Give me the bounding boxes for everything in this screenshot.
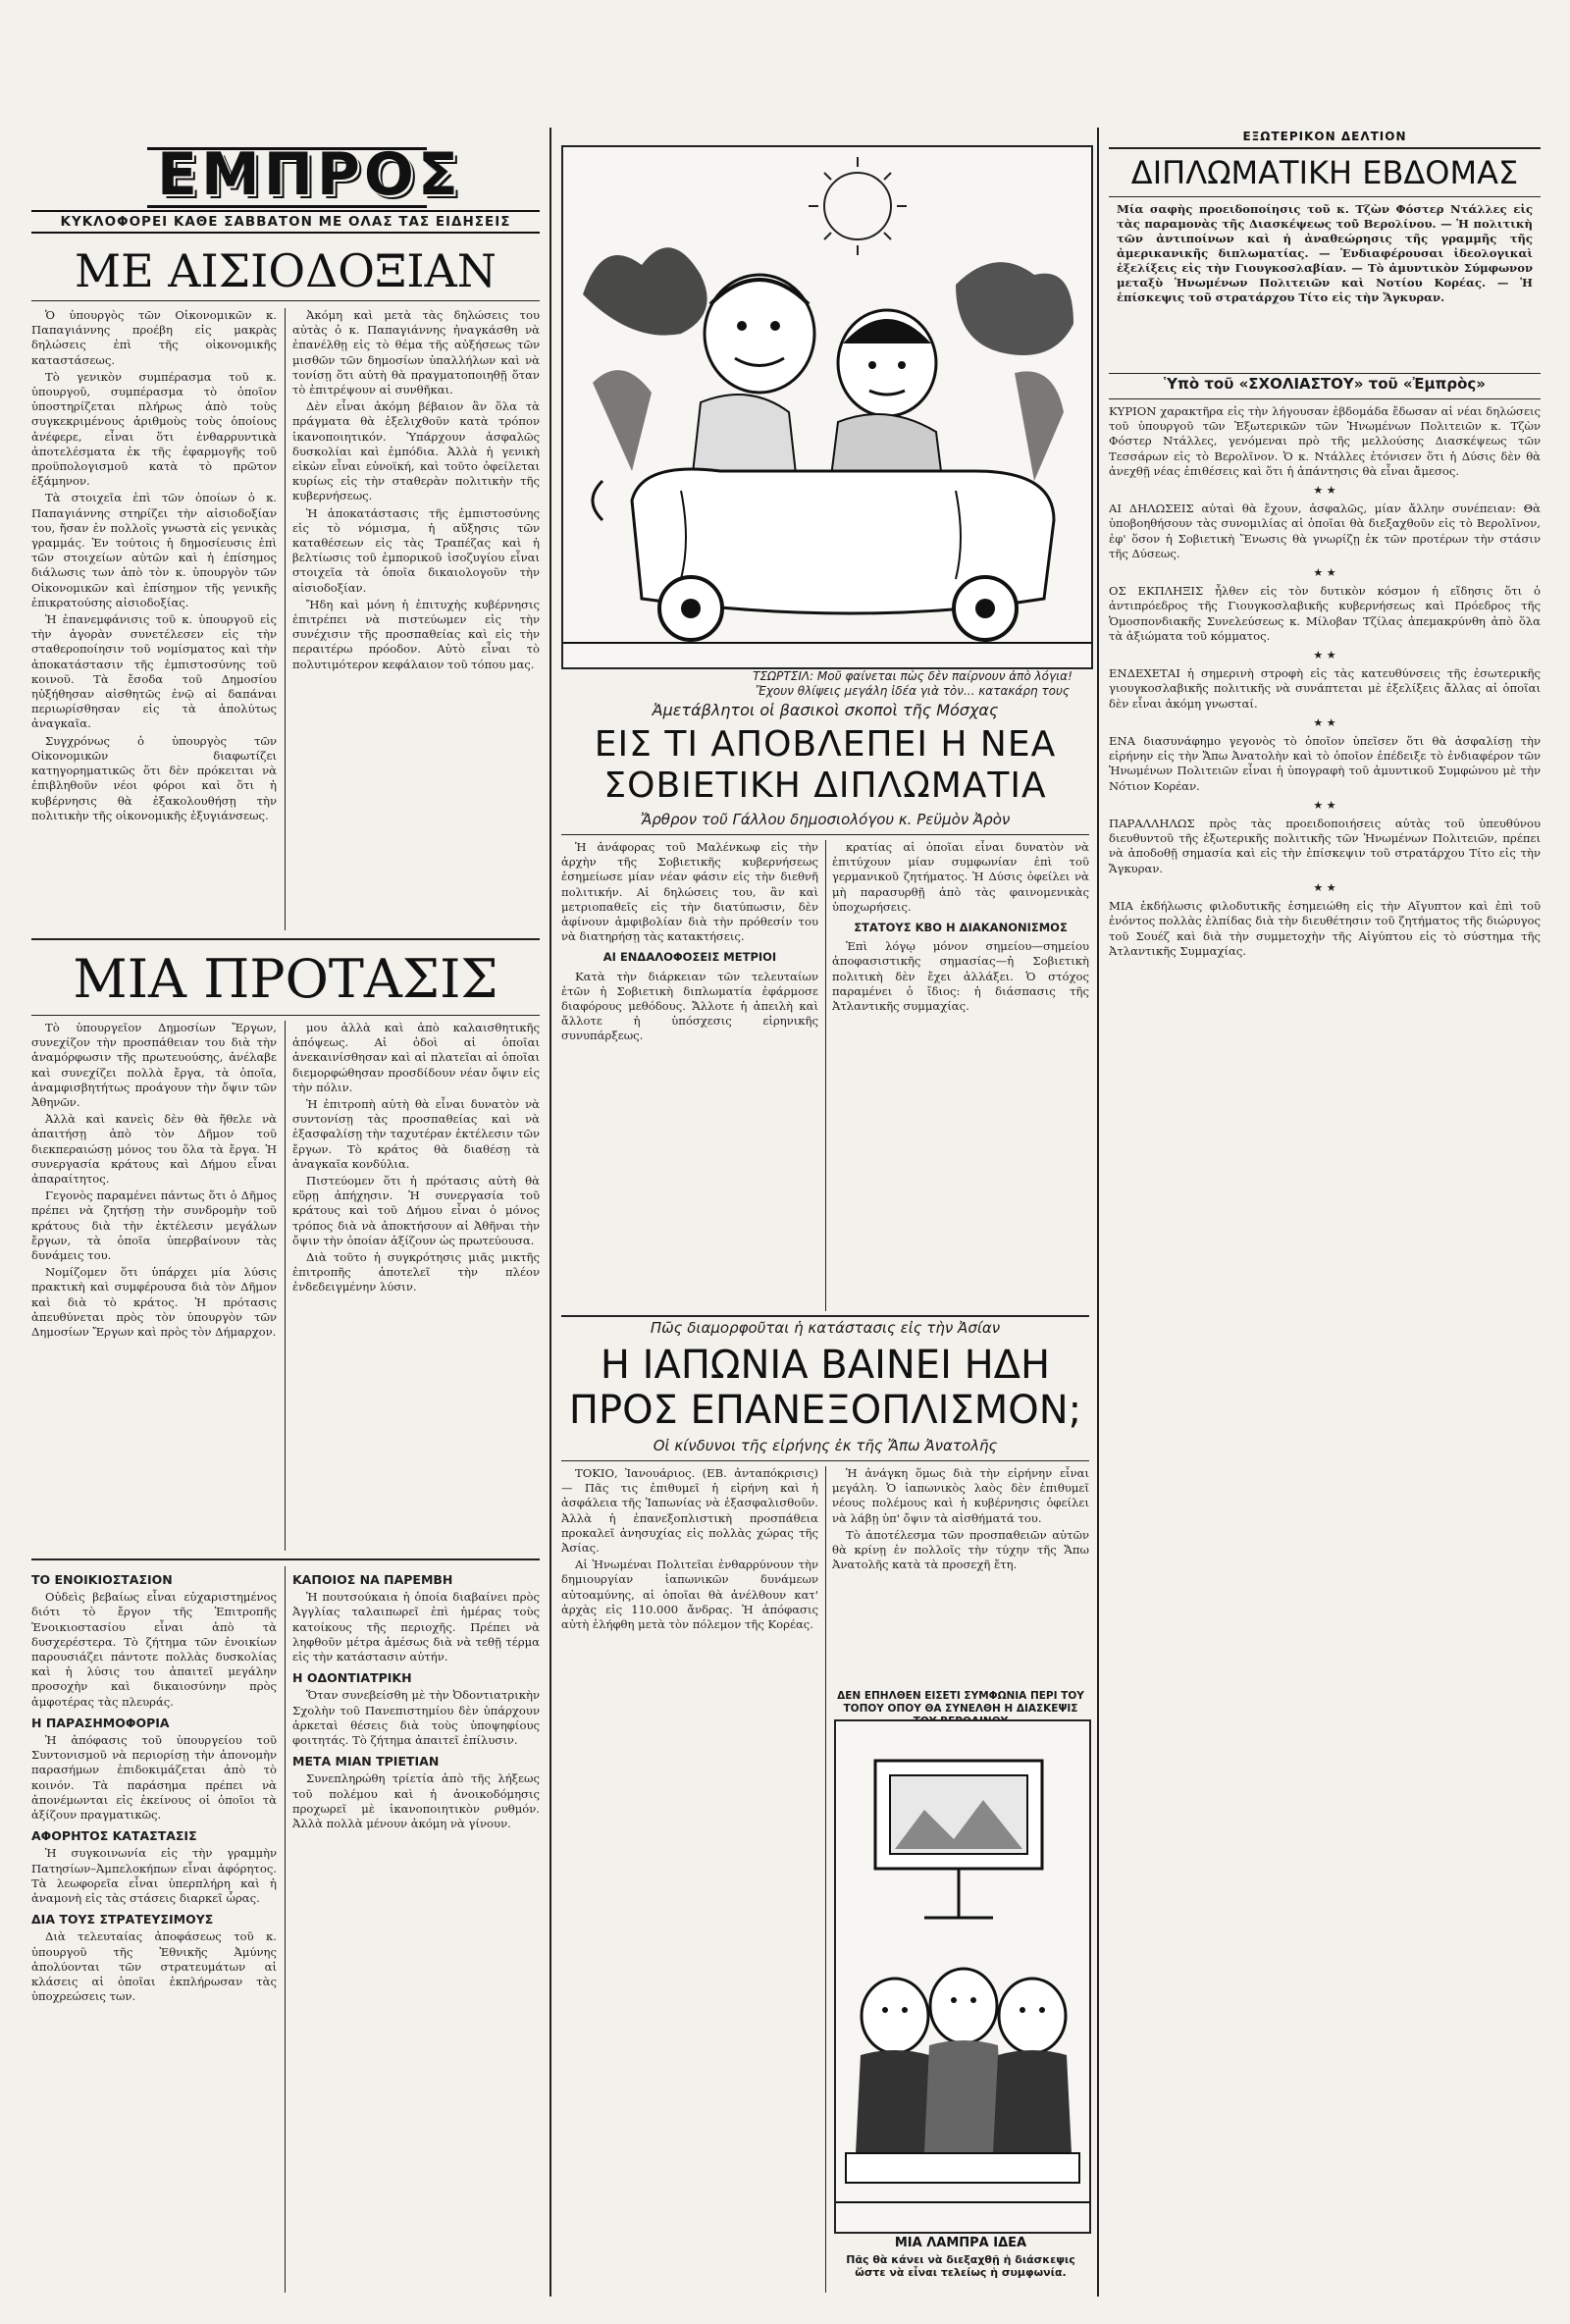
masthead-title: ΕΜΠΡΟΣ [157, 140, 462, 209]
editorial-proposal-col-a [31, 1021, 277, 1551]
paragraph: Τὰ στοιχεῖα ἐπὶ τῶν ὁποίων ὁ κ. Παπαγιάννης στηρίζει τὴν αἰσιοδοξίαν του, ἤσαν ἐν πολλοῖς γνωστὰ εἰς γενικὰς γραμμάς. Ἐν τούτοις ἡ δημοσίευσις ἐπὶ τῶν στοιχείων αὐτῶν καὶ ἡ ἐπίσημος διάλωσις των ἀπὸ τὸν κ. ὑπουργὸν τῶν Οἰκονομικῶν καὶ ἐπίσημον τῆς γενικῆς ἐπικρατούσης αἰσιοδοξίας. [31, 491, 277, 609]
section-separator-stars: ★ ★ [1313, 880, 1336, 894]
paragraph: Τὸ ὑπουργεῖον Δημοσίων Ἔργων, συνεχίζον τὴν προσπάθειαν του διὰ τὴν ἀναμόρφωσιν τῆς πρωτευούσης, ἀνέλαβε καὶ συνεχίζει πολλὰ ἔργα, τὰ ὁποῖα, ἀναμφισβητήτως προάγουν τὴν ὄψιν τῶν Ἀθηνῶν. [31, 1021, 277, 1110]
diplomatic-week-byline: Ὑπὸ τοῦ «ΣΧΟΛΙΑΣΤΟΥ» τοῦ «Ἐμπρὸς» [1164, 375, 1486, 393]
diplomatic-week-heading: ΔΙΠΛΩΜΑΤΙΚΗ ΕΒΔΟΜΑΣ [1130, 154, 1519, 191]
paragraph: Αἱ Ἡνωμέναι Πολιτεῖαι ἐνθαρρύνουν τὴν δημιουργίαν ἰαπωνικῶν δυνάμεων αὐτοαμύνης, αἱ ὁποῖαι θὰ ἀνέλθουν κατ' ἀρχὰς εἰς 110.000 ἄνδρας. Ἡ ἀπόφασις αὐτὴ ἐλήφθη μετὰ τὸν πόλεμον τῆς Κορέας. [561, 1558, 818, 1632]
brief-heading: ΜΕΤΑ ΜΙΑΝ ΤΡΙΕΤΙΑΝ [292, 1754, 440, 1769]
section-separator-stars: ★ ★ [1313, 649, 1336, 662]
soviet-article-heading-text: ΕΙΣ ΤΙ ΑΠΟΒΛΕΠΕΙ Η ΝΕΑ ΣΟΒΙΕΤΙΚΗ ΔΙΠΛΩΜΑΤΙΑ [594, 724, 1057, 806]
divider [561, 1315, 1089, 1317]
paragraph: ΚΥΡΙΟΝ χαρακτῆρα εἰς τὴν λήγουσαν ἑβδομάδα ἔδωσαν αἱ νέαι δηλώσεις τοῦ ὑπουργοῦ τῶν Ἐξωτερικῶν τῶν Ἡνωμένων Πολιτειῶν κ. Τζὼν Φόστερ Ντάλλες, γενόμεναι πρὸ τῆς μελλούσης Διασκέψεως τῶν Τεσσάρων εἰς τὸ Βερολῖνον. Ὁ κ. Ντάλλες ἐτόνισεν ὅτι ἡ Δύσις δὲν θὰ ἀνεχθῇ νέας ἐπιθέσεις καὶ ὅτι ἡ ἀπάντησις θὰ εἶναι ἄμεσος. [1109, 404, 1541, 478]
paragraph: Δὲν εἶναι ἀκόμη βέβαιον ἂν ὅλα τὰ πράγματα θὰ ἐξελιχθοῦν κατὰ τρόπον ἱκανοποιητικόν. Ὑπάρχουν ἀσφαλῶς δυσκολίαι καὶ ἐμπόδια. Ἀλλὰ ἡ γενικὴ εἰκὼν εἶναι εὐνοϊκή, καὶ τοῦτο ὀφείλεται κυρίως εἰς τὴν σταθερὰν πολιτικὴν τῆς κυβερνήσεως. [292, 399, 540, 503]
paragraph: Ἀκόμη καὶ μετὰ τὰς δηλώσεις του αὐτὰς ὁ κ. Παπαγιάννης ἠναγκάσθη νὰ ἐπανέλθῃ εἰς τὸ θέμα τῆς αὐξήσεως τῶν μισθῶν τῶν δημοσίων ὑπαλλήλων καὶ νὰ τονίσῃ ὅτι αὐτὴ θὰ πραγματοποιηθῇ ὅταν τὸ ἐπιτρέψουν αἱ συνθῆκαι. [292, 308, 540, 397]
editorial-heading-optimism: ΜΕ ΑΙΣΙΟΔΟΞΙΑΝ [74, 244, 497, 297]
divider [31, 938, 540, 940]
paragraph: Ἐπὶ λόγῳ μόνον σημείου—σημείου ἀποφασιστικῆς σημασίας—ἡ Σοβιετικὴ πολιτικὴ δὲν ἔχει ἀλλάξει. Ὁ στόχος παραμένει ὁ ἴδιος: ἡ διάσπασις τῆς Ἀτλαντικῆς συμμαχίας. [832, 939, 1089, 1014]
diplomatic-week-body [1109, 404, 1541, 2295]
page-column-divider [1097, 128, 1099, 2297]
paragraph: ΠΑΡΑΛΛΗΛΩΣ πρὸς τὰς προειδοποιήσεις αὐτὰς τοῦ ὑπευθύνου διευθυντοῦ τῆς ἐξωτερικῆς πολιτικῆς τῶν Ἡνωμένων Πολιτειῶν, πρέπει νὰ ἀποδοθῇ σημασία καὶ εἰς τὴν ἐπίσκεψιν τοῦ στρατάρχου Τίτο εἰς τὴν Ἄγκυραν. [1109, 817, 1541, 875]
divider [31, 1558, 540, 1560]
cartoon-berlin-caption: Πᾶς θὰ κάνει νὰ διεξαχθῇ ἡ διάσκεψις ὥστε νὰ εἶναι τελείως ἡ συμφωνία. [846, 2253, 1075, 2279]
section-separator-stars: ★ ★ [1313, 566, 1336, 580]
paragraph: Ἀλλὰ καὶ κανεὶς δὲν θὰ ἤθελε νὰ ἀπαιτήσῃ ἀπὸ τὸν Δῆμον τοῦ διεκπεραιώσῃ μόνος του ὅλα τὰ ἔργα. Ἡ συνεργασία κράτους καὶ Δήμου εἶναι ἀπαραίτητος. [31, 1112, 277, 1187]
paragraph: Ὁ ὑπουργὸς τῶν Οἰκονομικῶν κ. Παπαγιάννης προέβη εἰς μακρὰς δηλώσεις ἐπὶ τῆς οἰκονομικῆς καταστάσεως. [31, 308, 277, 367]
masthead-strip: ΚΥΚΛΟΦΟΡΕΙ ΚΑΘΕ ΣΑΒΒΑΤΟΝ ΜΕ ΟΛΑΣ ΤΑΣ ΕΙΔΗΣΕΙΣ [31, 210, 540, 234]
divider [561, 1460, 1089, 1461]
paragraph: Ἡ συγκοινωνία εἰς τὴν γραμμὴν Πατησίων–Ἀμπελοκήπων εἶναι ἀφόρητος. Τὰ λεωφορεῖα εἶναι ὑπερπλήρη καὶ ἡ ἀναμονὴ εἰς τὰς στάσεις διαρκεῖ ὧρας. [31, 1846, 277, 1906]
soviet-article-byline: Ἄρθρον τοῦ Γάλλου δημοσιολόγου κ. Ρεϋμὸν Ἀρὸν [640, 811, 1011, 828]
foreign-bulletin-label: ΕΞΩΤΕΡΙΚΟΝ ΔΕΛΤΙΟΝ [1242, 130, 1407, 143]
soviet-article-kicker: Ἀμετάβλητοι οἱ βασικοὶ σκοποὶ τῆς Μόσχας [652, 701, 999, 719]
cartoon-berlin [834, 1719, 1091, 2234]
paragraph: ΕΝΑ διασυνάφημο γεγονὸς τὸ ὁποῖον ὑπεῖσεν ὅτι θὰ ἀσφαλίσῃ τὴν εἰρήνην εἰς τὴν Ἄπω Ἀνατολὴν καὶ τὸ ὁποῖον ἐπέδειξε τὸ ἐνδιαφέρον τῶν Ἡνωμένων Πολιτειῶν εἶναι ἡ ὑπογραφὴ τοῦ ἀμυντικοῦ Συμφώνου μὲ τὴν Νότιον Κορέαν. [1109, 734, 1541, 793]
paragraph: Ἡ ἐπανεμφάνισις τοῦ κ. ὑπουργοῦ εἰς τὴν ἀγορὰν συνετέλεσεν εἰς τὴν σταθεροποίησιν τοῦ νομίσματος καὶ τὴν ἀποκατάστασιν τῆς ἐμπιστοσύνης τοῦ κοινοῦ. Τὰ ἔσοδα τοῦ Δημοσίου ηὐξήθησαν αἰσθητῶς ἐνῷ αἱ δαπάναι περιωρίσθησαν εἰς τὰ ἀπολύτως ἀναγκαῖα. [31, 612, 277, 731]
paragraph: ΟΣ ΕΚΠΛΗΞΙΣ ἦλθεν εἰς τὸν δυτικὸν κόσμον ἡ εἴδησις ὅτι ὁ ἀντιπρόεδρος τῆς Γιουγκοσλαβικῆς κυβερνήσεως καὶ Πρόεδρος τῆς Ὁμοσπονδιακῆς Συνελεύσεως κ. Μίλοβαν Τζίλας ἀπεμακρύνθη ἀπὸ ὅλα τὰ ἀξιώματα τοῦ κόμματος. [1109, 584, 1541, 643]
paragraph: Νομίζομεν ὅτι ὑπάρχει μία λύσις πρακτικὴ καὶ συμφέρουσα διὰ τὸν Δῆμον καὶ διὰ τὸ κράτος. Ἡ πρότασις ἀπευθύνεται πρὸς τὸν ὑπουργὸν τῶν Δημοσίων Ἔργων καὶ πρὸς τὸν Δήμαρχον. [31, 1265, 277, 1340]
cartoon-berlin-illustration [836, 1721, 1089, 2232]
paragraph: Τὸ ἀποτέλεσμα τῶν προσπαθειῶν αὐτῶν θὰ κρίνῃ ἐν πολλοῖς τὴν τύχην τῆς Ἄπω Ἀνατολῆς κατὰ τὰ προσεχῆ ἔτη. [832, 1527, 1089, 1572]
brief-heading: ΤΟ ΕΝΟΙΚΙΟΣΤΑΣΙΟΝ [31, 1572, 173, 1587]
paragraph: Κατὰ τὴν διάρκειαν τῶν τελευταίων ἐτῶν ἡ Σοβιετικὴ διπλωματία ἐφάρμοσε διαφόρους μεθόδους. Ἄλλοτε ἡ ἀπειλὴ καὶ ἄλλοτε ἡ ὑπόσχεσις εἰρηνικῆς συνυπάρξεως. [561, 969, 818, 1043]
paragraph: ΜΙΑ ἐκδήλωσις φιλοδυτικῆς ἐσημειώθη εἰς τὴν Αἴγυπτον καὶ ἐπὶ τοῦ ἐνόντος πολλὰς ἐλπίδας διὰ τὴν διευθέτησιν τοῦ ζητήματος τῆς διώρυγος τοῦ Σουέζ καὶ διὰ τὴν συμμετοχὴν τῆς Αἰγύπτου εἰς τὸ σύστημα τῆς Ἀτλαντικῆς Συμμαχίας. [1109, 899, 1541, 958]
column-divider [285, 1021, 286, 1551]
paragraph: ΕΝΔΕΧΕΤΑΙ ἡ σημερινὴ στροφὴ εἰς τὰς κατευθύνσεις τῆς ἐσωτερικῆς γιουγκοσλαβικῆς πολιτικῆς νὰ συνάπτεται μὲ ἐξελίξεις ἄλλας αἱ ὁποῖαι δὲν εἶναι ἀκόμη γνωσταί. [1109, 666, 1541, 711]
paragraph: κρατίας αἱ ὁποῖαι εἶναι δυνατὸν νὰ ἐπιτύχουν μίαν συμφωνίαν ἐπὶ τοῦ γερμανικοῦ ζητήματος. Ἡ Δύσις ὀφείλει νὰ μὴ παρασυρθῇ ἀπὸ τὰς φαινομενικὰς ὑποχωρήσεις. [832, 840, 1089, 914]
paragraph: Ἡ ἀνάγκη ὅμως διὰ τὴν εἰρήνην εἶναι μεγάλη. Ὁ ἰαπωνικὸς λαὸς δὲν ἐπιθυμεῖ νέους πολέμους καὶ ἡ κυβέρνησις ὀφείλει νὰ λάβῃ ὑπ' ὄψιν τὰ αἰσθήματά του. [832, 1466, 1089, 1525]
cartoon-berlin-title: ΜΙΑ ΛΑΜΠΡΑ ΙΔΕΑ [894, 2236, 1027, 2250]
column-divider [285, 1566, 286, 2293]
paragraph: Ἡ ἀνάφορας τοῦ Μαλένκωφ εἰς τὴν ἀρχὴν τῆς Σοβιετικῆς κυβερνήσεως ἐσημείωσε μίαν νέαν φάσιν εἰς τὴν διεθνῆ πολιτικήν. Αἱ δηλώσεις του, ἂν καὶ μετριοπαθεῖς εἰς τὴν διατύπωσιν, δὲν ἀφίνουν ἀμφιβολίαν διὰ τὴν πρόθεσίν του νὰ διατηρήσῃ τὰς κατακτήσεις. [561, 840, 818, 944]
brief-heading: ΔΙΑ ΤΟΥΣ ΣΤΡΑΤΕΥΣΙΜΟΥΣ [31, 1912, 214, 1928]
cartoon-churchill [561, 145, 1093, 669]
divider [561, 834, 1089, 835]
japan-article-subheading: Οἱ κίνδυνοι τῆς εἰρήνης ἐκ τῆς Ἄπω Ἀνατολῆς [653, 1437, 998, 1454]
paragraph: Ἡ ἐπιτροπὴ αὐτὴ θὰ εἶναι δυνατὸν νὰ συντονίσῃ τὰς προσπαθείας καὶ νὰ ἐξασφαλίσῃ τὴν ταχυτέραν ἐκτέλεσιν τῶν ἔργων. Τὸ κράτος θὰ διαθέσῃ τὰ ἀναγκαῖα κονδύλια. [292, 1097, 540, 1171]
soviet-article-heading [561, 724, 1089, 807]
brief-heading: ΚΑΠΟΙΟΣ ΝΑ ΠΑΡΕΜΒΗ [292, 1572, 453, 1587]
paragraph: μου ἀλλὰ καὶ ἀπὸ καλαισθητικῆς ἀπόψεως. Αἱ ὁδοὶ αἱ ὁποῖαι ἀνεκαινίσθησαν καὶ αἱ πλατεῖαι αἱ ὁποῖαι διεμορφώθησαν προσδίδουν νέαν ὄψιν εἰς τὴν πόλιν. [292, 1021, 540, 1094]
paragraph: Συγχρόνως ὁ ὑπουργὸς τῶν Οἰκονομικῶν διαφωτίζει κατηγορηματικῶς ὅτι δὲν πρόκειται νὰ ἐπιβληθοῦν νέοι φόροι καὶ ὅτι ἡ κυβέρνησις θὰ ἐξακολουθήσῃ τὴν πολιτικὴν τῆς οἰκονομικῆς ἐξυγιάνσεως. [31, 733, 277, 822]
paragraph: Γεγονὸς παραμένει πάντως ὅτι ὁ Δῆμος πρέπει νὰ ζητήσῃ τὴν συνδρομὴν τοῦ κράτους διὰ τὴν ἐκτέλεσιν μεγάλων ἔργων, τὰ ὁποῖα ὑπερβαίνουν τὰς δυνάμεις του. [31, 1188, 277, 1263]
paragraph: Συνεπληρώθη τρίετία ἀπὸ τῆς λήξεως τοῦ πολέμου καὶ ἡ ἀνοικοδόμησις προχωρεῖ μὲ ἱκανοποιητικὸν ρυθμόν. Ἀλλὰ πολλὰ μένουν ἀκόμη νὰ γίνουν. [292, 1771, 540, 1831]
paragraph: Ἡ ἀποκατάστασις τῆς ἐμπιστοσύνης εἰς τὸ νόμισμα, ἡ αὔξησις τῶν καταθέσεων εἰς τὰς Τραπέζας καὶ ἡ βελτίωσις τοῦ ἐμπορικοῦ ἰσοζυγίου εἶναι στοιχεῖα τὰ ὁποῖα δικαιολογοῦν τὴν αἰσιοδοξίαν. [292, 505, 540, 595]
column-divider [825, 1466, 826, 2293]
brief-heading: Η ΠΑΡΑΣΗΜΟΦΟΡΙΑ [31, 1715, 170, 1730]
paragraph: ΤΟΚΙΟ, Ἰανουάριος. (ΕΒ. ἀνταπόκρισις)— Πᾶς τις ἐπιθυμεῖ ἡ εἰρήνη καὶ ἡ ἀσφάλεια τῆς Ἰαπωνίας νὰ ἐξασφαλισθοῦν. Ἀλλὰ ἡ ἐπανεξοπλιστικὴ προσπάθεια προκαλεῖ ἀνησυχίας εἰς πολλὰς χώρας τῆς Ἀσίας. [561, 1466, 818, 1556]
briefs-col-b [292, 1566, 540, 2293]
divider [1109, 373, 1541, 374]
japan-article-kicker: Πῶς διαμορφοῦται ἡ κατάστασις εἰς τὴν Ἀσίαν [650, 1319, 1001, 1337]
paragraph: ΑΙ ΔΗΛΩΣΕΙΣ αὐταὶ θὰ ἔχουν, ἀσφαλῶς, μίαν ἄλλην συνέπειαν: Θὰ ὑποβοηθήσουν τὰς συνομιλίας αἱ ὁποῖαι θὰ διεξαχθοῦν εἰς τὸ Βερολῖνον, ἐφ' ὅσον ἡ Σοβιετικὴ Ἕνωσις θὰ γνωρίζῃ ἐκ τῶν προτέρων τὴν στάσιν τῆς Δύσεως. [1109, 502, 1541, 560]
subheading: ΑΙ ΕΝΔΑΛΟΦΟΣΕΙΣ ΜΕΤΡΙΟΙ [602, 950, 777, 965]
soviet-article-col-b [832, 840, 1089, 1311]
editorial-proposal-col-b [292, 1021, 540, 1551]
divider [1109, 398, 1541, 399]
divider [31, 1015, 540, 1016]
editorial-heading-proposal: ΜΙΑ ΠΡΟΤΑΣΙΣ [73, 948, 498, 1010]
column-divider [285, 308, 286, 930]
paragraph: Ἤδη καὶ μόνη ἡ ἐπιτυχὴς κυβέρνησις ἐπιτρέπει νὰ πιστεύωμεν εἰς τὴν συνέχισιν τῆς προσπαθείας καὶ εἰς τὴν περαιτέρω πρόοδον. Αὐτὸ εἶναι τὸ πολυτιμότερον κεφάλαιον τοῦ τόπου μας. [292, 597, 540, 671]
section-separator-stars: ★ ★ [1313, 715, 1336, 729]
paragraph: Ὅταν συνεβείσθη μὲ τὴν Ὀδοντιατρικὴν Σχολὴν τοῦ Πανεπιστημίου δὲν ὑπάρχουν ἀρκεταὶ θέσεις διὰ τοὺς ὑποψηφίους φοιτητάς. Τὸ ζήτημα ἀπαιτεῖ ἐπίλυσιν. [292, 1688, 540, 1748]
editorial-optimism-col-a [31, 308, 277, 930]
column-divider [825, 840, 826, 1311]
paragraph: Ἡ πουτσούκαια ἡ ὁποία διαβαίνει πρὸς Ἀγγλίας ταλαιπωρεῖ ἐπὶ ἡμέρας τοὺς κατοίκους τῆς περιοχῆς. Πρέπει νὰ ληφθοῦν μέτρα ἀμέσως διὰ νὰ τεθῇ τέρμα εἰς τὴν κατάστασιν αὐτήν. [292, 1590, 540, 1664]
brief-heading: ΑΦΟΡΗΤΟΣ ΚΑΤΑΣΤΑΣΙΣ [31, 1828, 197, 1844]
briefs-col-a [31, 1566, 277, 2293]
cartoon-churchill-caption: ΤΣΩΡΤΣΙΛ: Μοῦ φαίνεται πὼς δὲν παίρνουν ἀπὸ λόγια! Ἔχουν θλίψεις μεγάλη ἰδέα γιὰ τὸν... κατακάρη τους [753, 669, 1073, 698]
japan-article-col-a [561, 1466, 818, 2293]
japan-article-heading-text: Η ΙΑΠΩΝΙΑ ΒΑΙΝΕΙ ΗΔΗ ΠΡΟΣ ΕΠΑΝΕΞΟΠΛΙΣΜΟΝ; [568, 1343, 1082, 1433]
soviet-article-col-a [561, 840, 818, 1311]
paragraph: Διὰ τελευταίας ἀποφάσεως τοῦ κ. ὑπουργοῦ τῆς Ἐθνικῆς Ἀμύνης ἀπολύονται τῶν στρατευμάτων αἱ κλάσεις αἱ ὁποῖαι ἐκπλήρωσαν τὰς ὑποχρεώσεις των. [31, 1929, 277, 2004]
cartoon-illustration [563, 147, 1091, 667]
paragraph: Ἡ ἀπόφασις τοῦ ὑπουργείου τοῦ Συντονισμοῦ νὰ περιορίσῃ τὴν ἀπονομὴν παρασήμων ἐπιδοκιμάζεται ἀπὸ τὸ κοινόν. Τὰ παράσημα πρέπει νὰ ἀπονέμωνται εἰς ἐκείνους οἱ ὁποῖοι τὰ ἀξίζουν πραγματικῶς. [31, 1733, 277, 1822]
diplomatic-week-summary: Μία σαφὴς προειδοποίησις τοῦ κ. Τζὼν Φόστερ Ντάλλες εἰς τὰς παραμονὰς τῆς Διασκέψεως τοῦ Βερολίνου. — Ἡ πολιτικὴ τῶν ἀντιποίνων καὶ ἡ ἀναθεώρησις τῆς γραμμῆς τῆς ἀμερικανικῆς διπλωματίας. — Ἐνδιαφέρουσαι ἰδεολογικαὶ ἐξελίξεις εἰς τὴν Γιουγκοσλαβίαν. — Τὸ ἀμυντικὸν Σύμφωνον μεταξὺ Ἡνωμένων Πολιτειῶν καὶ Νοτίου Κορέας. — Ἡ ἐπίσκεψις τοῦ στρατάρχου Τίτο εἰς τὴν Ἄγκυραν. [1117, 202, 1533, 304]
editorial-optimism-col-b [292, 308, 540, 930]
divider [1109, 196, 1541, 197]
cartoon-berlin-headline: ΔΕΝ ΕΠΗΛΘΕΝ ΕΙΣΕΤΙ ΣΥΜΦΩΝΙΑ ΠΕΡΙ ΤΟΥ ΤΟΠΟΥ ΟΠΟΥ ΘΑ ΣΥΝΕΛΘΗ Η ΔΙΑΣΚΕΨΙΣ [837, 1690, 1084, 1715]
paragraph: Πιστεύομεν ὅτι ἡ πρότασις αὐτὴ θὰ εὕρῃ ἀπήχησιν. Ἡ συνεργασία τοῦ κράτους καὶ τοῦ Δήμου εἶναι ὁ μόνος τρόπος διὰ νὰ ἀποκτήσουν αἱ Ἀθῆναι τὴν ὄψιν τὴν ὁποίαν ἀξίζουν ὡς πρωτεύουσα. [292, 1174, 540, 1247]
japan-article-col-b [832, 1466, 1089, 1682]
divider [31, 300, 540, 301]
paragraph: Οὐδεὶς βεβαίως εἶναι εὐχαριστημένος διότι τὸ ἔργον τῆς Ἐπιτροπῆς Ἐνοικιοστασίου εἶναι ἀπὸ τὰ δυσχερέστερα. Τὸ ζήτημα τῶν ἐνοικίων παρουσιάζει πάντοτε πολλὰς δυσκολίας καὶ ἡ λύσις του ἀπαιτεῖ μεγάλην προσοχὴν καὶ δικαιοσύνην πρὸς ἀμφοτέρας τὰς πλευράς. [31, 1590, 277, 1709]
paragraph: Διὰ τοῦτο ἡ συγκρότησις μιᾶς μικτῆς ἐπιτροπῆς ἀποτελεῖ τὴν πλέον ἐνδεδειγμένην λύσιν. [292, 1250, 540, 1294]
section-separator-stars: ★ ★ [1313, 484, 1336, 498]
paragraph: Τὸ γενικὸν συμπέρασμα τοῦ κ. ὑπουργοῦ, συμπέρασμα τὸ ὁποῖον ὑποστηρίζεται πλήρως ἀπὸ τοὺς συγκεκριμένους ἀριθμοὺς τοὺς ὁποίους ἀνέφερε, εἶναι ὅτι ἐνθαρρυντικὰ ἀποτελέσματα ἐκ τῆς ἐφαρμογῆς τοῦ προϋπολογισμοῦ κατὰ τὸ πρῶτον ἑξάμηνον. [31, 369, 277, 489]
section-separator-stars: ★ ★ [1313, 798, 1336, 812]
page-column-divider [550, 128, 551, 2297]
japan-article-heading [561, 1343, 1089, 1433]
brief-heading: Η ΟΔΟΝΤΙΑΤΡΙΚΗ [292, 1670, 412, 1686]
divider [1109, 147, 1541, 149]
subheading: ΣΤΑΤΟΥΣ ΚΒΟ Η ΔΙΑΚΑΝΟΝΙΣΜΟΣ [854, 921, 1068, 935]
